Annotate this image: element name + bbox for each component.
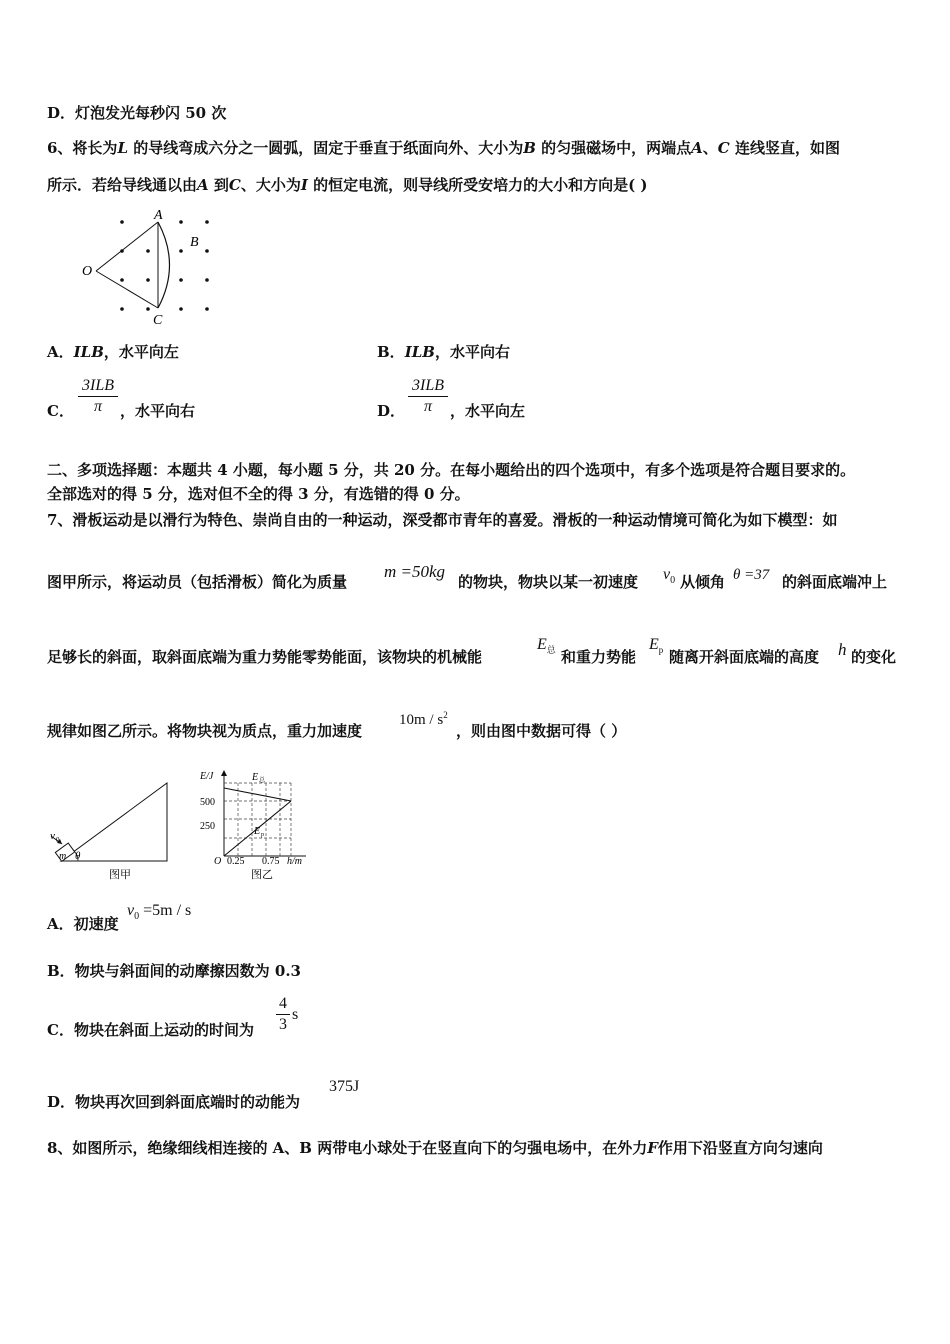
q7-stem-line3-d: 的变化 — [851, 648, 897, 666]
q7-stem-line4-a: 规律如图乙所示。将物块视为质点，重力加速度 — [47, 722, 363, 740]
q7-mass-formula: m =50kg — [384, 562, 446, 581]
q6-option-d-fraction: 3ILB π — [408, 376, 448, 417]
yi-xlabel: h/m — [287, 856, 302, 867]
q7-option-c: C．物块在斜面上运动的时间为 — [47, 1021, 254, 1039]
q6-option-c-label: C． — [47, 402, 74, 420]
jia-caption: 图甲 — [109, 869, 131, 881]
q6-option-d-label: D． — [377, 402, 406, 420]
q7-stem-line2-d: 的斜面底端冲上 — [782, 573, 888, 591]
q6-stem-line1: 6、将长为L 的导线弯成六分之一圆弧，固定于垂直于纸面向外、大小为B 的匀强磁场中，两端点A、C 连线竖直，如图 — [47, 139, 840, 157]
svg-text:总: 总 — [259, 778, 266, 784]
q7-ep-symbol: $E_p$ — [649, 636, 664, 656]
yi-caption: 图乙 — [251, 869, 273, 881]
q7-stem-line4-b: ，则由图中数据可得（ ） — [456, 722, 627, 740]
q7-angle-formula: θ =37 — [733, 567, 770, 583]
q7-figure-jia — [45, 775, 175, 883]
section2-line1: 二、多项选择题：本题共 4 小题，每小题 5 分，共 20 分。在每小题给出的四个选项中，有多个选项是符合题目要求的。 — [47, 461, 856, 479]
yi-tick-500: 500 — [200, 797, 215, 808]
q7-option-c-unit: s — [292, 1006, 299, 1023]
yi-tick-075: 0.75 — [262, 856, 280, 867]
yi-e-p: E — [254, 826, 261, 837]
q6-stem-line2: 所示．若给导线通以由A 到C、大小为I 的恒定电流，则导线所受安培力的大小和方向是( ) — [47, 176, 648, 194]
q7-e-total-symbol: $E_总$ — [537, 636, 556, 656]
q7-option-d: D．物块再次回到斜面底端时的动能为 — [47, 1093, 301, 1111]
yi-origin: O — [214, 856, 222, 867]
q7-option-b: B．物块与斜面间的动摩擦因数为 0.3 — [47, 962, 301, 980]
jia-theta: θ — [75, 850, 81, 862]
jia-v0: v — [50, 830, 55, 842]
q7-stem-line2-b: 的物块，物块以某一初速度 — [458, 573, 639, 591]
q7-option-d-value: 375J — [329, 1078, 360, 1095]
q7-stem-line3-a: 足够长的斜面，取斜面底端为重力势能零势能面，该物块的机械能 — [47, 648, 483, 666]
q6-magnetic-field-figure — [78, 205, 223, 327]
q7-stem-line3-c: 随离开斜面底端的高度 — [669, 648, 820, 666]
svg-text:0: 0 — [56, 836, 60, 844]
field-dots — [120, 220, 209, 311]
q7-figure-yi — [196, 768, 321, 883]
yi-ylabel: E/J — [200, 771, 214, 782]
q7-option-a: A．初速度 — [47, 915, 119, 933]
yi-tick-250: 250 — [200, 821, 215, 832]
q7-stem-line2-c: 从倾角 — [680, 573, 726, 591]
q8-stem-line1: 8、如图所示，绝缘细线相连接的 A、B 两带电小球处于在竖直向下的匀强电场中，在外力F作用下沿竖直方向匀速向 — [47, 1139, 823, 1157]
q6-option-c-direction: ，水平向右 — [120, 402, 196, 420]
q7-stem-line1: 7、滑板运动是以滑行为特色、崇尚自由的一种运动，深受都市青年的喜爱。滑板的一种运动情境可简化为如下模型：如 — [47, 511, 838, 529]
section2-line2: 全部选对的得 5 分，选对但不全的得 3 分，有选错的得 0 分。 — [47, 485, 470, 503]
label-o: O — [82, 264, 93, 279]
q7-option-a-value: $v_0 =5m / s$ — [127, 902, 192, 923]
yi-e-total: E — [252, 772, 259, 783]
q7-option-c-fraction: 4 3 — [276, 994, 290, 1035]
yi-tick-025: 0.25 — [227, 856, 245, 867]
wire-arc — [158, 222, 170, 308]
q7-v0-symbol: $v_0$ — [663, 566, 676, 587]
q7-stem-line2-a: 图甲所示，将运动员（包括滑板）简化为质量 — [47, 573, 348, 591]
q6-option-d-direction: ，水平向左 — [450, 402, 526, 420]
q7-gravity-value: $10m / s^2$ — [399, 710, 448, 728]
q6-option-a: A．ILB，水平向左 — [47, 343, 179, 361]
q7-h-symbol: h — [838, 640, 847, 659]
q5-option-d: D．灯泡发光每秒闪 50 次 — [47, 104, 227, 122]
q7-stem-line3-b: 和重力势能 — [561, 648, 637, 666]
svg-text:p: p — [261, 832, 264, 838]
label-c: C — [153, 313, 163, 327]
jia-m: m — [59, 851, 67, 862]
q6-option-b: B．ILB，水平向右 — [377, 343, 510, 361]
label-a: A — [154, 208, 163, 223]
label-b: B — [190, 235, 199, 250]
e-total-line — [224, 788, 291, 801]
q6-option-c-fraction: 3ILB π — [78, 376, 118, 417]
